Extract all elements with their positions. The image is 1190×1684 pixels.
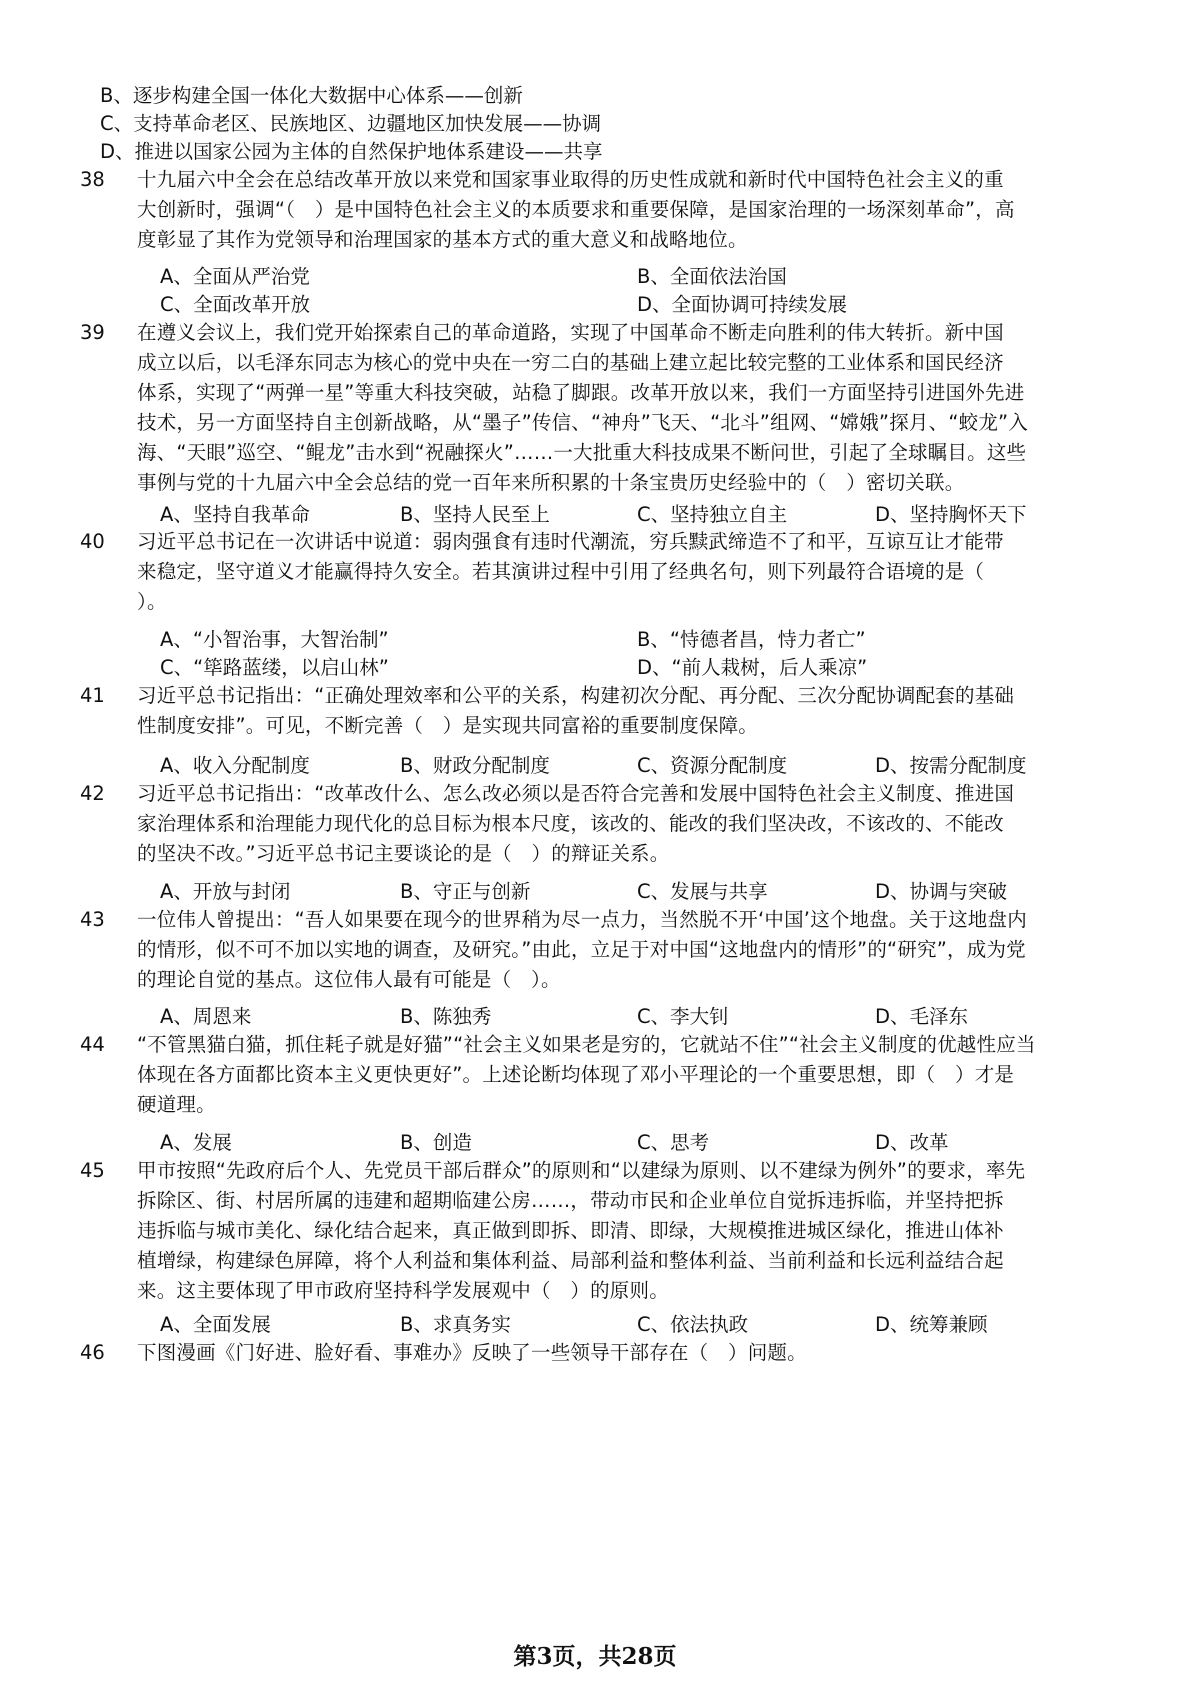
question-stem [137, 905, 1077, 995]
prev-option-c: C、支持革命老区、民族地区、边疆地区加快发展——协调 [100, 112, 602, 135]
option-a: A、发展 [160, 1131, 232, 1154]
stem-line: 大创新时，强调“（ ）是中国特色社会主义的本质要求和重要保障，是国家治理的一场深刻革命”，高 [137, 198, 1015, 221]
question-number: 41 [80, 684, 105, 707]
option-a: A、周恩来 [160, 1005, 252, 1028]
prev-option-d: D、推进以国家公园为主体的自然保护地体系建设——共享 [100, 140, 603, 163]
question-stem [137, 681, 1077, 741]
question-number: 43 [80, 908, 105, 931]
stem-line: 来稳定，坚守道义才能赢得持久安全。若其演讲过程中引用了经典名句，则下列最符合语境的是（ [137, 560, 985, 583]
stem-line: ）。 [137, 590, 167, 613]
stem-line: 十九届六中全会在总结改革开放以来党和国家事业取得的历史性成就和新时代中国特色社会主义的重 [137, 168, 1004, 191]
stem-line: 技术，另一方面坚持自主创新战略，从“墨子”传信、“神舟”飞天、“北斗”组网、“嫦娥”探月、“蛟龙”入 [137, 411, 1029, 434]
option-c: C、发展与共享 [637, 880, 768, 903]
option-c: C、思考 [637, 1131, 710, 1154]
question-stem [137, 1338, 1077, 1368]
option-b: B、求真务实 [400, 1313, 511, 1336]
stem-line: 度彰显了其作为党领导和治理国家的基本方式的重大意义和战略地位。 [137, 228, 748, 251]
option-d: D、协调与突破 [875, 880, 1008, 903]
stem-line: 的情形，似不可不加以实地的调查，及研究。”由此，立足于对中国“这地盘内的情形”的“研究”，成为党 [137, 938, 1026, 961]
question-number: 42 [80, 782, 105, 805]
question-stem [137, 527, 1077, 617]
stem-line: 的理论自觉的基点。这位伟人最有可能是（ ）。 [137, 968, 561, 991]
option-d: D、统筹兼顾 [875, 1313, 988, 1336]
question-stem [137, 318, 1077, 498]
question-stem [137, 1156, 1077, 1306]
question-stem [137, 779, 1077, 869]
stem-line: 成立以后，以毛泽东同志为核心的党中央在一穷二白的基础上建立起比较完整的工业体系和国民经济 [137, 351, 1004, 374]
option-d: D、改革 [875, 1131, 949, 1154]
stem-line: 来。这主要体现了甲市政府坚持科学发展观中（ ）的原则。 [137, 1279, 669, 1302]
option-a: A、“小智治事，大智治制” [160, 628, 389, 651]
stem-line: 植增绿，构建绿色屏障，将个人利益和集体利益、局部利益和整体利益、当前利益和长远利益结合起 [137, 1249, 1004, 1272]
option-d: D、全面协调可持续发展 [637, 293, 848, 316]
stem-line: “不管黑猫白猫，抓住耗子就是好猫”“社会主义如果老是穷的，它就站不住”“社会主义制度的优越性应当 [137, 1033, 1036, 1056]
stem-line: 体现在各方面都比资本主义更快更好”。上述论断均体现了邓小平理论的一个重要思想，即（ ）才是 [137, 1063, 1015, 1086]
option-b: B、“恃德者昌，恃力者亡” [637, 628, 866, 651]
option-d: D、毛泽东 [875, 1005, 969, 1028]
stem-line: 硬道理。 [137, 1093, 216, 1116]
question-number: 40 [80, 530, 105, 553]
stem-line: 家治理体系和治理能力现代化的总目标为根本尺度，该改的、能改的我们坚决改，不该改的、不能改 [137, 812, 1004, 835]
option-b: B、创造 [400, 1131, 472, 1154]
option-b: B、财政分配制度 [400, 754, 550, 777]
question-number: 46 [80, 1341, 105, 1364]
stem-line: 习近平总书记指出：“正确处理效率和公平的关系，构建初次分配、再分配、三次分配协调配套的基础 [137, 684, 1015, 707]
option-c: C、资源分配制度 [637, 754, 788, 777]
option-b: B、陈独秀 [400, 1005, 492, 1028]
page-footer: 第3页，共28页 [513, 1643, 677, 1670]
option-b: B、全面依法治国 [637, 265, 787, 288]
option-c: C、李大钊 [637, 1005, 729, 1028]
option-d: D、坚持胸怀天下 [875, 503, 1027, 526]
option-c: C、“筚路蓝缕，以启山林” [160, 656, 389, 679]
stem-line: 在遵义会议上，我们党开始探索自己的革命道路，实现了中国革命不断走向胜利的伟大转折。新中国 [137, 321, 1004, 344]
question-number: 38 [80, 168, 105, 191]
option-a: A、全面从严治党 [160, 265, 310, 288]
stem-line: 一位伟人曾提出：“吾人如果要在现今的世界稍为尽一点力，当然脱不开‘中国’这个地盘。关于这地盘内 [137, 908, 1027, 931]
stem-line: 甲市按照“先政府后个人、先党员干部后群众”的原则和“以建绿为原则、以不建绿为例外”的要求，率先 [137, 1159, 1026, 1182]
option-a: A、全面发展 [160, 1313, 271, 1336]
prev-option-b: B、逐步构建全国一体化大数据中心体系——创新 [100, 84, 523, 107]
stem-line: 违拆临与城市美化、绿化结合起来，真正做到即拆、即清、即绿，大规模推进城区绿化，推进山体补 [137, 1219, 1004, 1242]
stem-line: 习近平总书记在一次讲话中说道：弱肉强食有违时代潮流，穷兵黩武缔造不了和平，互谅互让才能带 [137, 530, 1004, 553]
stem-line: 习近平总书记指出：“改革改什么、怎么改必须以是否符合完善和发展中国特色社会主义制度、推进国 [137, 782, 1015, 805]
option-b: B、守正与创新 [400, 880, 531, 903]
stem-line: 体系，实现了“两弹一星”等重大科技突破，站稳了脚跟。改革开放以来，我们一方面坚持引进国外先进 [137, 381, 1025, 404]
question-stem [137, 165, 1077, 255]
question-number: 39 [80, 321, 105, 344]
question-number: 45 [80, 1159, 105, 1182]
stem-line: 性制度安排”。可见，不断完善（ ）是实现共同富裕的重要制度保障。 [137, 714, 759, 737]
option-b: B、坚持人民至上 [400, 503, 550, 526]
stem-line: 的坚决不改。”习近平总书记主要谈论的是（ ）的辩证关系。 [137, 842, 670, 865]
option-c: C、依法执政 [637, 1313, 749, 1336]
option-c: C、全面改革开放 [160, 293, 311, 316]
option-d: D、按需分配制度 [875, 754, 1027, 777]
question-stem [137, 1030, 1077, 1120]
option-d: D、“前人栽树，后人乘凉” [637, 656, 868, 679]
option-a: A、收入分配制度 [160, 754, 310, 777]
option-c: C、坚持独立自主 [637, 503, 788, 526]
stem-line: 海、“天眼”巡空、“鲲龙”击水到“祝融探火”……一大批重大科技成果不断问世，引起了全球瞩目。这些 [137, 441, 1027, 464]
question-number: 44 [80, 1033, 105, 1056]
stem-line: 下图漫画《门好进、脸好看、事难办》反映了一些领导干部存在（ ）问题。 [137, 1341, 807, 1364]
option-a: A、开放与封闭 [160, 880, 291, 903]
stem-line: 拆除区、街、村居所属的违建和超期临建公房……，带动市民和企业单位自觉拆违拆临，并坚持把拆 [137, 1189, 1004, 1212]
stem-line: 事例与党的十九届六中全会总结的党一百年来所积累的十条宝贵历史经验中的（ ）密切关联。 [137, 471, 965, 494]
option-a: A、坚持自我革命 [160, 503, 310, 526]
